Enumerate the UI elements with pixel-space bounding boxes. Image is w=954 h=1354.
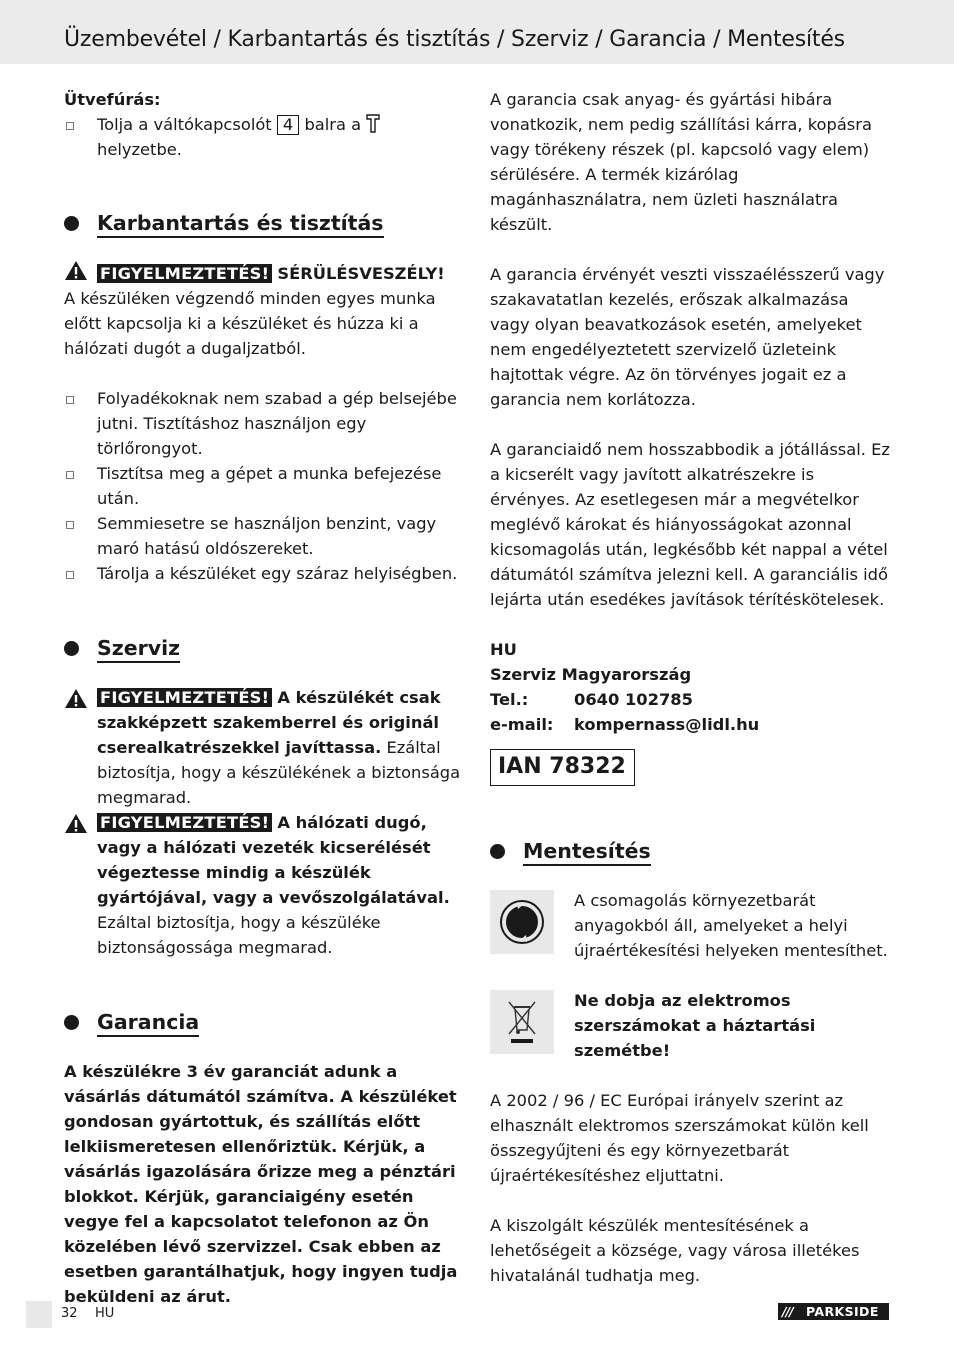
green-dot-recycling-icon xyxy=(490,890,554,954)
parkside-logo xyxy=(778,1303,889,1320)
drill-step: Tolja a váltókapcsolót 4 balra a helyzetbe. xyxy=(64,112,464,162)
right-column xyxy=(490,87,890,1288)
section-heading-warranty: Garancia xyxy=(64,1007,464,1037)
hammer-icon xyxy=(366,113,380,133)
warning-triangle-icon xyxy=(64,688,88,709)
bullet-dot-icon xyxy=(64,1015,79,1030)
warning-tag: FIGYELMEZTETÉS! xyxy=(97,813,272,832)
contact-email-label: e-mail: xyxy=(490,715,554,734)
maintenance-item: Tisztítsa meg a gépet a munka befejezése után. xyxy=(64,461,464,511)
contact-tel-label: Tel.: xyxy=(490,690,529,709)
service-contact xyxy=(490,637,759,737)
switch-key-number: 4 xyxy=(277,115,299,135)
warning-triangle-icon xyxy=(64,813,88,834)
maintenance-item: Folyadékoknak nem szabad a gép belsejébe jutni. Tisztításhoz használjon egy törlőrongyot. xyxy=(64,386,464,461)
contact-tel: 0640 102785 xyxy=(574,690,693,709)
warning-tag: FIGYELMEZTETÉS! xyxy=(97,264,272,283)
page-header xyxy=(0,0,954,64)
bullet-square-icon xyxy=(66,122,74,130)
brand-name: PARKSIDE xyxy=(806,1304,879,1319)
left-column xyxy=(64,87,464,1309)
warning-triangle-icon xyxy=(64,260,88,281)
page-title: Üzembevétel / Karbantartás és tisztítás / Szerviz / Garancia / Mentesítés xyxy=(64,27,845,52)
bullet-square-icon xyxy=(66,571,74,579)
page-number: 32 xyxy=(61,1306,78,1321)
section-heading-service: Szerviz xyxy=(64,633,464,663)
local-authority-text: A kiszolgált készülék mentesítésének a lehetőségeit a községe, vagy városa illetékes hivatalánál tudhatja meg. xyxy=(490,1216,860,1285)
warning-tag: FIGYELMEZTETÉS! xyxy=(97,688,272,707)
ian-number: IAN 78322 xyxy=(490,749,635,786)
page-number-box xyxy=(26,1301,52,1328)
service-warning: FIGYELMEZTETÉS! A készülékét csak szakképzett szakemberrel és originál cserealkatrészekkel javíttassa. Ezáltal biztosítja, hogy a készülékének a biztonsága megmarad. xyxy=(64,685,464,810)
packaging-text: A csomagolás környezetbarát anyagokból áll, amelyeket a helyi újraértékesítési helyeken mentesíthet. xyxy=(574,891,888,960)
maintenance-item: Semmiesetre se használjon benzint, vagy maró hatású oldószereket. xyxy=(64,511,464,561)
directive-text: A 2002 / 96 / EC Európai irányelv szerint az elhasznált elektromos szerszámokat külön kell összegyűjteni és egy környezetbarát újraértékesítéshez eljuttatni. xyxy=(490,1091,869,1185)
packaging-row xyxy=(490,888,890,963)
weee-warning: Ne dobja az elektromos szerszámokat a háztartási szemétbe! xyxy=(574,991,816,1060)
bullet-square-icon xyxy=(66,471,74,479)
bullet-dot-icon xyxy=(64,216,79,231)
bullet-square-icon xyxy=(66,521,74,529)
crossed-bin-icon xyxy=(490,990,554,1054)
warranty-paragraph: A garancia csak anyag- és gyártási hibára vonatkozik, nem pedig szállítási kárra, kopásra vagy törékeny részek (pl. kapcsoló vagy elem) sérülésére. A termék kizárólag magánhasználatra, nem üzleti használatra készült. xyxy=(490,90,872,234)
language-code: HU xyxy=(95,1306,115,1321)
bullet-dot-icon xyxy=(490,844,505,859)
drill-heading: Ütvefúrás: xyxy=(64,90,161,109)
bullet-square-icon xyxy=(66,396,74,404)
contact-name: Szerviz Magyarország xyxy=(490,665,692,684)
warranty-paragraph: A garanciaidő nem hosszabbodik a jótállással. Ez a kicserélt vagy javított alkatrészekre is érvényes. Az esetlegesen már a megvételkor meglévő károkat és hiányosságokat azonnal kicsomagolás után, legkésőbb két nappal a vétel dátumától számítva jelezni kell. A garanciális idő lejárta után esedékes javítások térítéskötelesek. xyxy=(490,440,890,609)
warning-text: A készüléken végzendő minden egyes munka előtt kapcsolja ki a készüléket és húzza ki a hálózati dugót a dugaljzatból. xyxy=(64,289,436,358)
contact-email[interactable]: kompernass@lidl.hu xyxy=(574,715,760,734)
service-warning: FIGYELMEZTETÉS! A hálózati dugó, vagy a hálózati vezeték kicserélését végeztesse mindig a készülék gyártójával, vagy a vevőszolgálatával. Ezáltal biztosítja, hogy a készüléke biztonságossága megmarad. xyxy=(64,810,464,960)
maintenance-warning: FIGYELMEZTETÉS! SÉRÜLÉSVESZÉLY! A készüléken végzendő minden egyes munka előtt kapcsolja ki a készüléket és húzza ki a hálózati dugót a dugaljzatból. xyxy=(64,260,464,361)
weee-row xyxy=(490,988,890,1063)
warranty-paragraph: A garancia érvényét veszti visszaélésszerű vagy szakavatatlan kezelés, erőszak alkalmazása vagy olyan beavatkozások esetén, amelyeket nem engedélyeztetett szervizelő üzleteink hajtottak végre. Az ön törvényes jogait ez a garancia nem korlátozza. xyxy=(490,265,885,409)
logo-slashes: /// xyxy=(782,1304,793,1319)
section-heading-disposal: Mentesítés xyxy=(490,836,890,866)
section-heading-maintenance: Karbantartás és tisztítás xyxy=(64,208,464,238)
bullet-dot-icon xyxy=(64,641,79,656)
contact-country: HU xyxy=(490,640,517,659)
warranty-text: A készülékre 3 év garanciát adunk a vásárlás dátumától számítva. A készüléket gondosan gyártottuk, és szállítás előtt lelkiismeretesen ellenőriztük. Kérjük, a vásárlás igazolására őrizze meg a pénztári blokkot. Kérjük, garanciaigény esetén vegye fel a kapcsolatot telefonon az Ön közelében lévő szervizzel. Csak ebben az esetben garantálhatjuk, hogy ingyen tudja beküldeni az árut. xyxy=(64,1062,458,1306)
maintenance-item: Tárolja a készüléket egy száraz helyiségben. xyxy=(64,561,464,586)
